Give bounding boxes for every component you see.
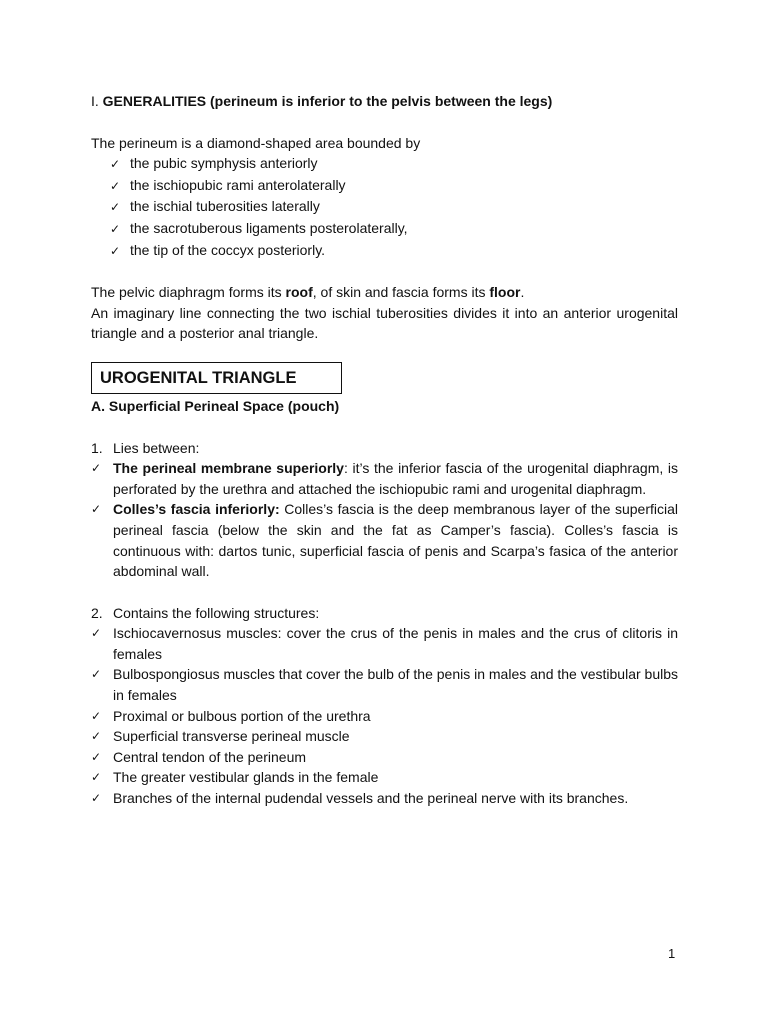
checkmark-icon: ✓ [91,749,102,764]
checkmark-icon: ✓ [91,626,102,641]
checkmark-icon: ✓ [110,221,121,236]
section-title: UROGENITAL TRIANGLE [100,368,297,387]
checkmark-icon: ✓ [91,791,102,806]
checkmark-icon: ✓ [91,770,102,785]
intro-text: The perineum is a diamond-shaped area bounded by [91,134,421,151]
checkmark-icon: ✓ [91,461,102,476]
generalities-heading [91,91,678,112]
list-item: ✓ the sacrotuberous ligaments posterolaterally, [110,218,678,240]
list-item: ✓ The perineal membrane superiorly: it’s the inferior fascia of the urogenital diaphragm, is perforated by the urethra and attached the ischiopubic rami and urogenital diaphragm. [91,460,678,497]
checkmark-icon: ✓ [110,200,121,215]
checkmark-icon: ✓ [91,502,102,517]
checkmark-icon: ✓ [110,178,121,193]
list-item: ✓ Colles’s fascia inferiorly: Colles’s fascia is the deep membranous layer of the superficial perineal fascia (below the skin and the fat as Camper’s fascia). Colles’s fascia is continuous with: dartos tunic, superficial fascia of penis and Scarpa’s fasica of the anterior abdominal wall. [91,501,678,580]
checkmark-icon: ✓ [91,667,102,682]
heading-title: GENERALITIES (perineum is inferior to the pelvis between the legs) [102,93,553,109]
list-item: ✓ the ischiopubic rami anterolaterally [110,175,678,197]
checkmark-icon: ✓ [110,157,121,172]
list-item: ✓ Superficial transverse perineal muscle [91,726,678,747]
list-item: ✓ the ischial tuberosities laterally [110,196,678,218]
contains-heading: 2. Contains the following structures: [91,604,320,621]
page-content [91,91,678,809]
checkmark-icon: ✓ [110,243,121,258]
list-item: ✓ Ischiocavernosus muscles: cover the crus of the penis in males and the crus of clitoris in females [91,625,678,662]
checkmark-icon: ✓ [91,729,102,744]
section-title-box [91,362,342,394]
heading-numeral: I. [91,93,99,109]
list-item: ✓ Proximal or bulbous portion of the urethra [91,706,678,727]
list-item: ✓ the pubic symphysis anteriorly [110,153,678,175]
list-item: ✓ The greater vestibular glands in the female [91,767,678,788]
boundary-list [91,153,678,261]
section-subtitle: A. Superficial Perineal Space (pouch) [91,397,340,414]
list-item: ✓ Bulbospongiosus muscles that cover the bulb of the penis in males and the vestibular bulbs in females [91,666,679,704]
list-item: ✓ Central tendon of the perineum [91,747,678,768]
page-number: 1 [668,946,676,961]
checkmark-icon: ✓ [91,708,102,723]
imaginary-line-text: An imaginary line connecting the two ischial tuberosities divides it into an anterior urogenital triangle and a posterior anal triangle. [91,304,678,342]
roof-floor-text: The pelvic diaphragm forms its roof, of skin and fascia forms its floor. [91,284,525,301]
list-item: ✓ Branches of the internal pudendal vessels and the perineal nerve with its branches. [91,788,678,809]
list-item: ✓ the tip of the coccyx posteriorly. [110,240,678,262]
lies-between-heading: 1. Lies between: [91,439,200,456]
